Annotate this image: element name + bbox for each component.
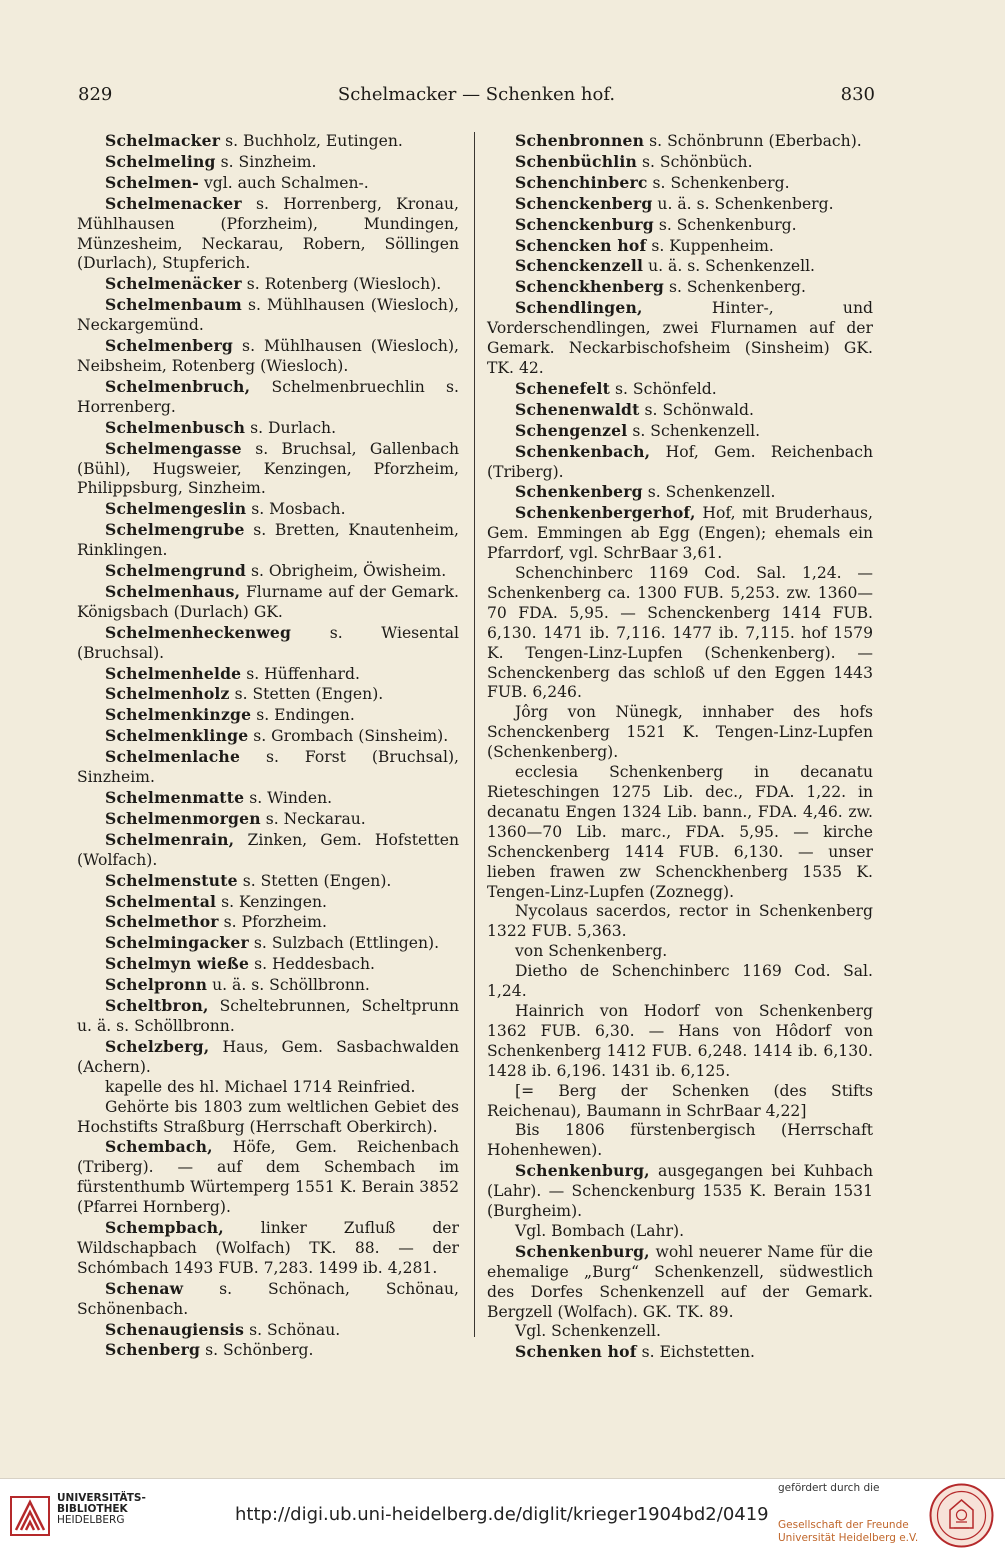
entry-text: s. Mosbach.	[246, 500, 346, 519]
entry-headword: Schelmen-	[105, 172, 199, 192]
entry-text: s. Pforzheim.	[218, 913, 327, 932]
entry-text: vgl. auch Schalmen-.	[198, 173, 369, 192]
dictionary-entry	[77, 152, 459, 173]
entry-headword: Schelmenbaum	[105, 295, 242, 315]
entry-headword: Schelmenäcker	[105, 274, 242, 294]
dictionary-entry	[77, 1340, 459, 1361]
dictionary-entry	[77, 809, 459, 830]
entry-text: s. Mühlhausen (Wiesloch), Neibsheim, Rotenberg (Wiesloch).	[77, 337, 459, 375]
entry-text: Flurname auf der Gemark. Königsbach (Durlach) GK.	[77, 582, 459, 621]
entry-text: ecclesia Schenkenberg in decanatu Rieteschingen 1275 Lib. dec., FDA. 1,22. in decanatu Engen 1324 Lib. bann., FDA. 4,46. zw. 1360—70 Lib. marc., FDA. 5,95. — kirche Schenckenberg 1414 FUB. 6,130. — unser lieben frawen zw Schenckhenberg 1535 K. Tengen-Linz-Lupfen (Zoznegg).	[487, 763, 873, 901]
dictionary-entry	[487, 703, 873, 763]
funded-by-text: gefördert durch die	[778, 1482, 880, 1494]
dictionary-entry	[77, 726, 459, 747]
entry-text: s. Schönbüch.	[637, 152, 753, 171]
dictionary-entry	[77, 439, 459, 500]
running-header	[78, 84, 875, 110]
entry-text: Vgl. Schenkenzell.	[515, 1322, 661, 1341]
entry-headword: Schenkenburg,	[515, 1241, 650, 1261]
entry-text: s. Schönbrunn (Eberbach).	[644, 132, 862, 150]
entry-text: s. Schönau.	[244, 1320, 341, 1339]
entry-headword: Schelmental	[105, 891, 217, 911]
entry-headword: Schenbronnen	[515, 131, 645, 150]
entry-headword: Schelmeling	[105, 151, 216, 171]
entry-text: s. Mühlhausen (Wiesloch), Neckargemünd.	[77, 296, 459, 335]
library-name[interactable]	[57, 1493, 146, 1526]
entry-headword: Schenaw	[105, 1278, 184, 1298]
entry-headword: Schelmenacker	[105, 193, 242, 213]
entry-text: s. Schenkenberg.	[664, 278, 806, 297]
entry-headword: Schelmenheckenweg	[105, 622, 292, 642]
entry-headword: Schelmengrube	[105, 520, 245, 540]
entry-headword: Schelzberg,	[105, 1036, 210, 1056]
dictionary-entry	[487, 962, 873, 1002]
dictionary-entry	[77, 705, 459, 726]
entry-headword: Schenkenbach,	[515, 441, 651, 461]
entry-text: s. Schenkenberg.	[647, 173, 790, 192]
dictionary-entry	[77, 336, 459, 377]
dictionary-entry	[487, 421, 873, 442]
entry-headword: Schenchinberc	[515, 172, 648, 192]
entry-headword: Schenberg	[105, 1340, 201, 1360]
dictionary-entry	[77, 1320, 459, 1341]
entry-headword: Schenkenburg,	[515, 1161, 650, 1181]
entry-headword: Schelmacker	[105, 131, 221, 150]
entry-text: s. Durlach.	[245, 418, 337, 437]
dictionary-entry	[77, 582, 459, 623]
entry-headword: Schenaugiensis	[105, 1319, 245, 1339]
entry-text: s. Kuppenheim.	[646, 236, 774, 255]
entry-text: s. Kenzingen.	[216, 892, 327, 911]
dictionary-entry	[487, 942, 873, 962]
dictionary-entry	[487, 1002, 873, 1082]
dictionary-entry	[77, 1037, 459, 1078]
dictionary-entry	[487, 1242, 873, 1323]
dictionary-entry	[77, 295, 459, 336]
entry-text: von Schenkenberg.	[515, 942, 668, 961]
dictionary-entry	[77, 418, 459, 439]
entry-text: s. Obrigheim, Öwisheim.	[246, 562, 447, 581]
entry-headword: Schengenzel	[515, 420, 628, 440]
dictionary-entry	[487, 379, 873, 400]
dictionary-entry	[77, 1279, 459, 1320]
dictionary-entry	[487, 256, 873, 277]
dictionary-entry	[77, 1137, 459, 1218]
entry-headword: Schelmenmorgen	[105, 808, 261, 828]
dictionary-entry	[487, 400, 873, 421]
entry-text: Jôrg von Nünegk, innhaber des hofs Schenckenberg 1521 K. Tengen-Linz-Lupfen (Schenkenberg).	[487, 703, 873, 762]
entry-text: u. ä. s. Schöllbronn.	[207, 976, 370, 995]
entry-text: Hof, Gem. Reichenbach (Triberg).	[487, 442, 873, 481]
dictionary-entry	[487, 1082, 873, 1122]
entry-text: Haus, Gem. Sasbachwalden (Achern).	[77, 1037, 459, 1076]
entry-text: s. Schönfeld.	[610, 379, 717, 398]
dictionary-entry	[77, 1098, 459, 1138]
library-logo-icon[interactable]	[10, 1496, 50, 1536]
entry-text: u. ä. s. Schenkenzell.	[643, 257, 816, 276]
entry-text: Hinter-, und Vorderschendlingen, zwei Flurnamen auf der Gemark. Neckarbischofsheim (Sinsheim) GK. TK. 42.	[487, 299, 873, 377]
library-name-line: BIBLIOTHEK	[57, 1503, 128, 1515]
entry-text: u. ä. s. Schenkenberg.	[652, 194, 834, 213]
entry-text: s. Winden.	[244, 789, 333, 807]
dictionary-entry	[77, 561, 459, 582]
entry-headword: Schelmenhelde	[105, 663, 242, 683]
entry-text: s. Schenkenzell.	[642, 483, 776, 502]
entry-headword: Schenefelt	[515, 378, 611, 398]
dictionary-entry	[77, 520, 459, 561]
entry-text: s. Schönberg.	[200, 1341, 314, 1360]
society-name[interactable]	[778, 1519, 918, 1545]
dictionary-entry	[77, 912, 459, 933]
entry-headword: Schelmenklinge	[105, 726, 249, 746]
entry-headword: Schelmenkinzge	[105, 705, 252, 725]
dictionary-entry	[487, 194, 873, 215]
entry-headword: Schelmenholz	[105, 684, 230, 704]
dictionary-entry	[487, 1121, 873, 1161]
dictionary-entry	[487, 442, 873, 483]
entry-text: Zinken, Gem. Hofstetten (Wolfach).	[77, 830, 459, 869]
left-column	[77, 131, 459, 1361]
entry-headword: Schenckenberg	[515, 193, 653, 213]
dictionary-entry	[77, 664, 459, 685]
entry-text: s. Forst (Bruchsal), Sinzheim.	[77, 748, 459, 787]
entry-headword: Schelpronn	[105, 975, 208, 995]
entry-text: s. Buchholz, Eutingen.	[220, 132, 403, 150]
entry-text: Vgl. Bombach (Lahr).	[515, 1221, 685, 1240]
entry-headword: Schelmenstute	[105, 870, 238, 890]
dictionary-entry	[487, 173, 873, 194]
page-number-right: 830	[840, 84, 875, 105]
entry-headword: Schenkenbergerhof,	[515, 503, 696, 523]
entry-text: s. Stetten (Engen).	[237, 871, 392, 890]
dictionary-entry	[77, 892, 459, 913]
entry-headword: Scheltbron,	[105, 996, 209, 1016]
entry-text: s. Heddesbach.	[249, 955, 376, 974]
entry-text: s. Grombach (Sinsheim).	[248, 727, 449, 746]
entry-headword: Schelmengeslin	[105, 499, 247, 519]
entry-headword: Schembach,	[105, 1137, 213, 1157]
entry-text: Nycolaus sacerdos, rector in Schenkenberg 1322 FUB. 5,363.	[487, 902, 873, 941]
dictionary-entry	[77, 274, 459, 295]
permalink-url[interactable]: http://digi.ub.uni-heidelberg.de/diglit/krieger1904bd2/0419	[235, 1504, 769, 1525]
entry-headword: Schelmenberg	[105, 336, 234, 356]
dictionary-entry	[77, 194, 459, 275]
library-name-line: UNIVERSITÄTS-	[57, 1492, 146, 1504]
entry-headword: Schenkenberg	[515, 482, 643, 502]
dictionary-entry	[487, 1342, 873, 1363]
dictionary-entry	[487, 1222, 873, 1242]
entry-headword: Schelmyn wieße	[105, 954, 250, 974]
entry-text: s. Schönach, Schönau, Schönenbach.	[77, 1279, 459, 1318]
entry-headword: Schelmengrund	[105, 561, 246, 581]
library-name-line: HEIDELBERG	[57, 1514, 125, 1526]
entry-text: s. Wiesental (Bruchsal).	[77, 623, 459, 662]
entry-headword: Schempbach,	[105, 1218, 224, 1238]
dictionary-entry	[77, 871, 459, 892]
dictionary-entry	[77, 623, 459, 664]
entry-text: kapelle des hl. Michael 1714 Reinfried.	[105, 1077, 416, 1096]
entry-text: s. Horrenberg, Kronau, Mühlhausen (Pforzheim), Mundingen, Münzesheim, Neckarau, Robern, Söllingen (Durlach), Stupferich.	[77, 194, 459, 273]
entry-text: s. Schenkenburg.	[653, 215, 797, 234]
entry-text: linker Zufluß der Wildschapbach (Wolfach) TK. 88. — der Schómbach 1493 FUB. 7,283. 1499 ib. 4,281.	[77, 1219, 459, 1277]
entry-headword: Schelmengasse	[105, 438, 242, 458]
dictionary-entry	[77, 173, 459, 194]
entry-headword: Schelmenrain,	[105, 829, 235, 849]
dictionary-entry	[77, 1218, 459, 1279]
entry-text: Schenchinberc 1169 Cod. Sal. 1,24. — Schenkenberg ca. 1300 FUB. 5,253. zw. 1360—70 FDA. 5,95. — Schenckenberg 1414 FUB. 6,130. 1471 ib. 7,116. 1477 ib. 7,115. hof 1579 K. Tengen-Linz-Lupfen (Schenkenberg). — Schenckenberg das schloß uf den Eggen 1443 FUB. 6,246.	[487, 564, 873, 702]
footer-bar	[0, 1478, 1005, 1552]
page-number-left: 829	[78, 84, 113, 105]
entry-text: wohl neuerer Name für die ehemalige „Burg“ Schenkenzell, südwestlich des Dorfes Schenkenzell auf der Gemark. Bergzell (Wolfach). GK. TK. 89.	[487, 1242, 873, 1321]
dictionary-entry	[77, 377, 459, 418]
entry-text: Schelmenbruechlin s. Horrenberg.	[77, 377, 459, 416]
dictionary-entry	[487, 763, 873, 902]
entry-headword: Schelmenhaus,	[105, 581, 241, 601]
dictionary-entry	[77, 499, 459, 520]
dictionary-entry	[487, 215, 873, 236]
entry-text: s. Eichstetten.	[636, 1343, 755, 1362]
entry-text: Hof, mit Bruderhaus, Gem. Emmingen ab Egg (Engen); ehemals ein Pfarrdorf, vgl. SchrBaar 3,61.	[487, 504, 873, 563]
dictionary-entry	[77, 975, 459, 996]
dictionary-entry	[487, 1322, 873, 1342]
entry-text: s. Sulzbach (Ettlingen).	[248, 934, 440, 953]
entry-text: Scheltebrunnen, Scheltprunn u. ä. s. Schöllbronn.	[77, 997, 459, 1035]
dictionary-entry	[487, 482, 873, 503]
entry-headword: Schelmenlache	[105, 747, 241, 767]
university-seal-icon	[928, 1482, 995, 1549]
dictionary-entry	[487, 236, 873, 257]
running-title: Schelmacker — Schenken hof.	[337, 84, 616, 105]
entry-text: s. Neckarau.	[260, 809, 366, 828]
entry-text: s. Hüffenhard.	[241, 664, 360, 683]
entry-text: s. Bruchsal, Gallenbach (Bühl), Hugsweier, Kenzingen, Pforzheim, Philippsburg, Sinzheim.	[77, 439, 459, 498]
dictionary-entry	[77, 747, 459, 788]
entry-text: s. Endingen.	[251, 706, 355, 725]
entry-headword: Schelmenmatte	[105, 788, 245, 807]
entry-headword: Schelmenbusch	[105, 417, 246, 437]
column-divider	[474, 132, 475, 1337]
entry-headword: Schenckenzell	[515, 256, 644, 276]
dictionary-entry	[487, 902, 873, 942]
entry-text: Höfe, Gem. Reichenbach (Triberg). — auf dem Schembach im fürstenthumb Würtemperg 1551 K. Berain 3852 (Pfarrei Hornberg).	[77, 1138, 459, 1217]
entry-text: ausgegangen bei Kuhbach (Lahr). — Schenckenburg 1535 K. Berain 1531 (Burgheim).	[487, 1162, 873, 1221]
entry-headword: Schelmingacker	[105, 933, 249, 953]
dictionary-entry	[77, 996, 459, 1037]
entry-headword: Schenenwaldt	[515, 399, 640, 419]
dictionary-entry	[77, 684, 459, 705]
entry-headword: Schenckenburg	[515, 214, 654, 234]
entry-text: s. Stetten (Engen).	[229, 685, 384, 704]
entry-headword: Schendlingen,	[515, 298, 643, 318]
entry-headword: Schencken hof	[515, 235, 647, 255]
society-name-line: Universität Heidelberg e.V.	[778, 1532, 919, 1544]
dictionary-entry	[487, 152, 873, 173]
dictionary-entry	[77, 933, 459, 954]
dictionary-entry	[487, 277, 873, 298]
right-column	[487, 131, 873, 1363]
entry-headword: Schenken hof	[515, 1342, 637, 1362]
entry-text: Gehörte bis 1803 zum weltlichen Gebiet des Hochstifts Straßburg (Herrschaft Oberkirch).	[77, 1097, 459, 1136]
entry-text: s. Bretten, Knautenheim, Rinklingen.	[77, 521, 459, 560]
entry-headword: Schenckhenberg	[515, 277, 664, 297]
dictionary-entry	[487, 1161, 873, 1222]
entry-text: Bis 1806 fürstenbergisch (Herrschaft Hohenhewen).	[487, 1121, 873, 1160]
entry-headword: Schenbüchlin	[515, 151, 638, 171]
dictionary-entry	[77, 954, 459, 975]
entry-text: [= Berg der Schenken (des Stifts Reichenau), Baumann in SchrBaar 4,22]	[487, 1081, 873, 1120]
dictionary-entry	[487, 564, 873, 703]
society-name-line: Gesellschaft der Freunde	[778, 1519, 909, 1531]
entry-text: s. Sinzheim.	[215, 152, 317, 171]
dictionary-entry	[487, 298, 873, 379]
entry-headword: Schelmenbruch,	[105, 376, 251, 396]
dictionary-entry	[77, 788, 459, 809]
dictionary-entry	[77, 1078, 459, 1098]
dictionary-entry	[487, 131, 873, 152]
entry-text: Hainrich von Hodorf von Schenkenberg 1362 FUB. 6,30. — Hans von Hôdorf von Schenkenberg 1412 FUB. 6,248. 1414 ib. 6,130. 1428 ib. 6,196. 1431 ib. 6,125.	[487, 1001, 873, 1080]
dictionary-entry	[77, 830, 459, 871]
entry-text: Dietho de Schenchinberc 1169 Cod. Sal. 1,24.	[487, 962, 873, 1001]
entry-text: s. Rotenberg (Wiesloch).	[241, 275, 442, 294]
entry-text: s. Schönwald.	[639, 400, 754, 419]
dictionary-entry	[487, 503, 873, 564]
entry-text: s. Schenkenzell.	[627, 421, 761, 440]
entry-headword: Schelmethor	[105, 912, 219, 932]
dictionary-entry	[77, 131, 459, 152]
